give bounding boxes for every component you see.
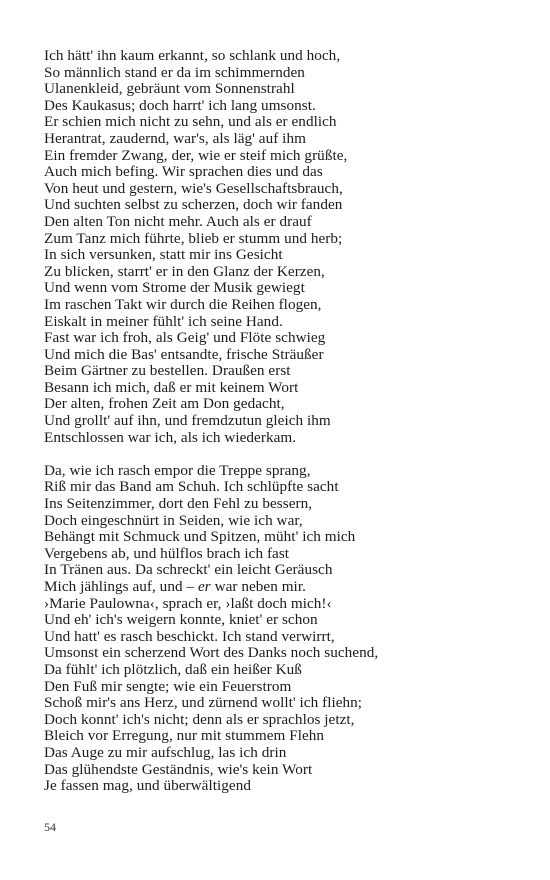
stanza-1 <box>44 48 514 446</box>
poem-text <box>44 48 514 795</box>
poem-line: Herantrat, zaudernd, war's, als läg' auf ihm <box>44 129 306 147</box>
poem-line: Im raschen Takt wir durch die Reihen flogen, <box>44 295 322 313</box>
poem-line: Je fassen mag, und überwältigend <box>44 777 251 795</box>
poem-line: Den alten Ton nicht mehr. Auch als er drauf <box>44 212 312 230</box>
poem-line: Doch konnt' ich's nicht; denn als er sprachlos jetzt, <box>44 710 355 728</box>
poem-line: Und mich die Bas' entsandte, frische Sträußer <box>44 345 324 363</box>
poem-line: Fast war ich froh, als Geig' und Flöte schwieg <box>44 329 326 347</box>
poem-line: Ein fremder Zwang, der, wie er steif mich grüßte, <box>44 146 348 164</box>
poem-line: Behängt mit Schmuck und Spitzen, müht' ich mich <box>44 528 356 546</box>
poem-line: In sich versunken, statt mir ins Gesicht <box>44 246 283 264</box>
poem-line: Bleich vor Erregung, nur mit stummem Flehn <box>44 727 325 745</box>
poem-line: Er schien mich nicht zu sehn, und als er endlich <box>44 113 337 131</box>
poem-line: Schoß mir's ans Herz, und zürnend wollt' ich fliehn; <box>44 694 363 712</box>
poem-line: Entschlossen war ich, als ich wiederkam. <box>44 428 297 446</box>
poem-line: ›Marie Paulowna‹, sprach er, ›laßt doch mich!‹ <box>44 594 332 612</box>
page-number: 54 <box>44 820 56 834</box>
poem-line: Ich hätt' ihn kaum erkannt, so schlank und hoch, <box>44 47 341 64</box>
poem-line: In Tränen aus. Da schreckt' ein leicht Geräusch <box>44 561 333 579</box>
poem-line: Ins Seitenzimmer, dort den Fehl zu bessern, <box>44 495 313 513</box>
poem-line: Riß mir das Band am Schuh. Ich schlüpfte sacht <box>44 478 339 496</box>
poem-line: Beim Gärtner zu bestellen. Draußen erst <box>44 362 291 380</box>
poem-line-tail: war neben mir. <box>210 578 306 595</box>
poem-line: Das Auge zu mir aufschlug, las ich drin <box>44 743 287 761</box>
poem-line: Und grollt' auf ihn, und fremdzutun gleich ihm <box>44 412 331 430</box>
poem-line: Zum Tanz mich führte, blieb er stumm und herb; <box>44 229 343 247</box>
poem-line: Auch mich befing. Wir sprachen dies und das <box>44 163 323 181</box>
poem-line: Und eh' ich's weigern konnte, kniet' er schon <box>44 611 318 629</box>
poem-line-lead: Mich jählings auf, und – <box>44 578 198 595</box>
poem-line: Zu blicken, starrt' er in den Glanz der Kerzen, <box>44 262 325 280</box>
poem-line: Umsonst ein scherzend Wort des Danks noch suchend, <box>44 644 379 662</box>
poem-line: Und suchten selbst zu scherzen, doch wir fanden <box>44 196 343 214</box>
poem-line: Ulanenkleid, gebräunt vom Sonnenstrahl <box>44 80 295 98</box>
poem-line: Und hatt' es rasch beschickt. Ich stand verwirrt, <box>44 627 335 645</box>
poem-line: Des Kaukasus; doch harrt' ich lang umsonst. <box>44 96 316 114</box>
poem-line: Von heut und gestern, wie's Gesellschaftsbrauch, <box>44 179 343 197</box>
poem-line: Vergebens ab, und hülflos brach ich fast <box>44 544 290 562</box>
poem-line-emphasis <box>44 579 514 596</box>
stanza-2 <box>44 463 514 795</box>
poem-line: So männlich stand er da im schimmernden <box>44 63 305 81</box>
poem-line: Und wenn vom Strome der Musik gewiegt <box>44 279 305 297</box>
poem-line: Doch eingeschnürt in Seiden, wie ich war, <box>44 511 303 529</box>
poem-line: Besann ich mich, daß er mit keinem Wort <box>44 378 299 396</box>
poem-line: Das glühendste Geständnis, wie's kein Wort <box>44 760 313 778</box>
poem-line: Da fühlt' ich plötzlich, daß ein heißer Kuß <box>44 660 302 678</box>
poem-line: Der alten, frohen Zeit am Don gedacht, <box>44 395 285 413</box>
emphasized-word: er <box>197 578 211 595</box>
poem-line: Den Fuß mir sengte; wie ein Feuerstrom <box>44 677 292 695</box>
poem-line: Da, wie ich rasch empor die Treppe sprang, <box>44 461 311 479</box>
poem-line: Eiskalt in meiner fühlt' ich seine Hand. <box>44 312 283 330</box>
